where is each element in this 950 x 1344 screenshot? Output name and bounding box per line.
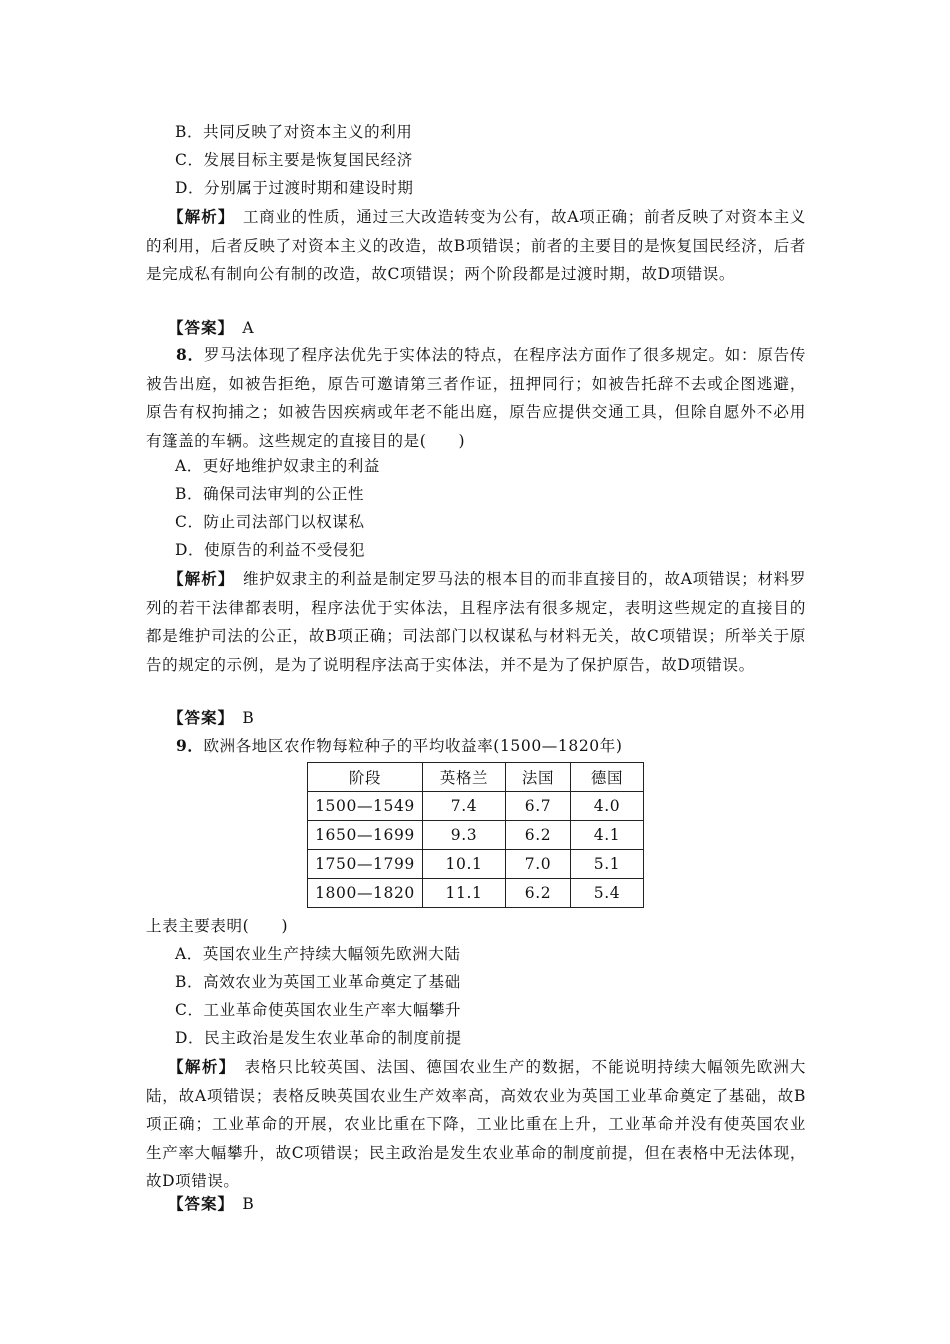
table-header-cell: 英格兰 bbox=[423, 763, 506, 792]
q8-option-b: B．确保司法审判的公正性 bbox=[175, 485, 365, 503]
q9-question: 上表主要表明( ) bbox=[146, 917, 289, 935]
table-cell: 4.1 bbox=[571, 821, 644, 850]
q9-option-a: A．英国农业生产持续大幅领先欧洲大陆 bbox=[175, 945, 461, 963]
table-cell: 6.7 bbox=[506, 792, 571, 821]
q7-answer-label: 【答案】 bbox=[168, 318, 227, 337]
q7-option-c: C．发展目标主要是恢复国民经济 bbox=[175, 151, 413, 169]
q9-answer-value: B bbox=[242, 1195, 255, 1213]
table-cell: 7.4 bbox=[423, 792, 506, 821]
q9-answer-label: 【答案】 bbox=[168, 1194, 227, 1213]
table-cell: 1800—1820 bbox=[308, 879, 423, 908]
q9-stem-text: 欧洲各地区农作物每粒种子的平均收益率(1500—1820年) bbox=[203, 737, 623, 755]
q9-option-b: B．高效农业为英国工业革命奠定了基础 bbox=[175, 973, 461, 991]
q8-option-c: C．防止司法部门以权谋私 bbox=[175, 513, 365, 531]
q9-analysis-label: 【解析】 bbox=[168, 1057, 228, 1076]
table-header-cell: 德国 bbox=[571, 763, 644, 792]
table-cell: 7.0 bbox=[506, 850, 571, 879]
table-header-row bbox=[308, 763, 644, 792]
table-cell: 1750—1799 bbox=[308, 850, 423, 879]
table-cell: 1650—1699 bbox=[308, 821, 423, 850]
table-cell: 9.3 bbox=[423, 821, 506, 850]
q7-analysis bbox=[146, 203, 806, 289]
table-row bbox=[308, 792, 644, 821]
q7-analysis-label: 【解析】 bbox=[168, 207, 227, 226]
q9-data-table bbox=[307, 762, 644, 908]
table-header-cell: 阶段 bbox=[308, 763, 423, 792]
q8-option-d: D．使原告的利益不受侵犯 bbox=[175, 541, 366, 559]
q7-option-b: B．共同反映了对资本主义的利用 bbox=[175, 123, 413, 141]
q7-option-d: D．分别属于过渡时期和建设时期 bbox=[175, 179, 414, 197]
q8-analysis-label: 【解析】 bbox=[168, 569, 227, 588]
q8-answer-value: B bbox=[242, 709, 255, 727]
q8-stem-text: 罗马法体现了程序法优先于实体法的特点，在程序法方面作了很多规定。如：原告传被告出庭，如被告拒绝，原告可邀请第三者作证，扭押同行；如被告托辞不去或企图逃避，原告有权拘捕之；如被告因疾病或年老不能出庭，原告应提供交通工具，但除自愿外不必用有篷盖的车辆。这些规定的直接目的是( ) bbox=[146, 346, 806, 450]
q8-option-a: A．更好地维护奴隶主的利益 bbox=[175, 457, 380, 475]
q9-number: 9． bbox=[176, 736, 204, 755]
q9-stem bbox=[176, 736, 623, 756]
table-cell: 4.0 bbox=[571, 792, 644, 821]
table-cell: 6.2 bbox=[506, 821, 571, 850]
q8-analysis bbox=[146, 565, 806, 679]
table-row bbox=[308, 850, 644, 879]
table-row bbox=[308, 879, 644, 908]
q8-analysis-text: 维护奴隶主的利益是制定罗马法的根本目的而非直接目的，故A项错误；材料罗列的若干法律都表明，程序法优于实体法，且程序法有很多规定，表明这些规定的直接目的都是维护司法的公正，故B项正确；司法部门以权谋私与材料无关，故C项错误；所举关于原告的规定的示例，是为了说明程序法高于实体法，并不是为了保护原告，故D项错误。 bbox=[146, 570, 806, 674]
q9-answer bbox=[168, 1194, 254, 1214]
q8-stem bbox=[146, 341, 806, 455]
table-cell: 10.1 bbox=[423, 850, 506, 879]
q7-analysis-text: 工商业的性质，通过三大改造转变为公有，故A项正确；前者反映了对资本主义的利用，后者反映了对资本主义的改造，故B项错误；前者的主要目的是恢复国民经济，后者是完成私有制向公有制的改造，故C项错误；两个阶段都是过渡时期，故D项错误。 bbox=[146, 208, 806, 283]
table-cell: 5.1 bbox=[571, 850, 644, 879]
table-cell: 5.4 bbox=[571, 879, 644, 908]
table-cell: 1500—1549 bbox=[308, 792, 423, 821]
table-header-cell: 法国 bbox=[506, 763, 571, 792]
table-cell: 6.2 bbox=[506, 879, 571, 908]
table-row bbox=[308, 821, 644, 850]
q8-number: 8． bbox=[176, 345, 204, 364]
q8-answer bbox=[168, 708, 254, 728]
q9-analysis bbox=[146, 1053, 806, 1196]
q7-answer bbox=[168, 318, 254, 338]
q8-answer-label: 【答案】 bbox=[168, 708, 227, 727]
q7-answer-value: A bbox=[242, 319, 255, 337]
table-cell: 11.1 bbox=[423, 879, 506, 908]
q9-analysis-text: 表格只比较英国、法国、德国农业生产的数据，不能说明持续大幅领先欧洲大陆，故A项错误；表格反映英国农业生产效率高，高效农业为英国工业革命奠定了基础，故B项正确；工业革命的开展，农业比重在下降，工业比重在上升，工业革命并没有使英国农业生产率大幅攀升，故C项错误；民主政治是发生农业革命的制度前提，但在表格中无法体现，故D项错误。 bbox=[146, 1058, 806, 1190]
q9-option-d: D．民主政治是发生农业革命的制度前提 bbox=[175, 1029, 462, 1047]
q9-option-c: C．工业革命使英国农业生产率大幅攀升 bbox=[175, 1001, 462, 1019]
